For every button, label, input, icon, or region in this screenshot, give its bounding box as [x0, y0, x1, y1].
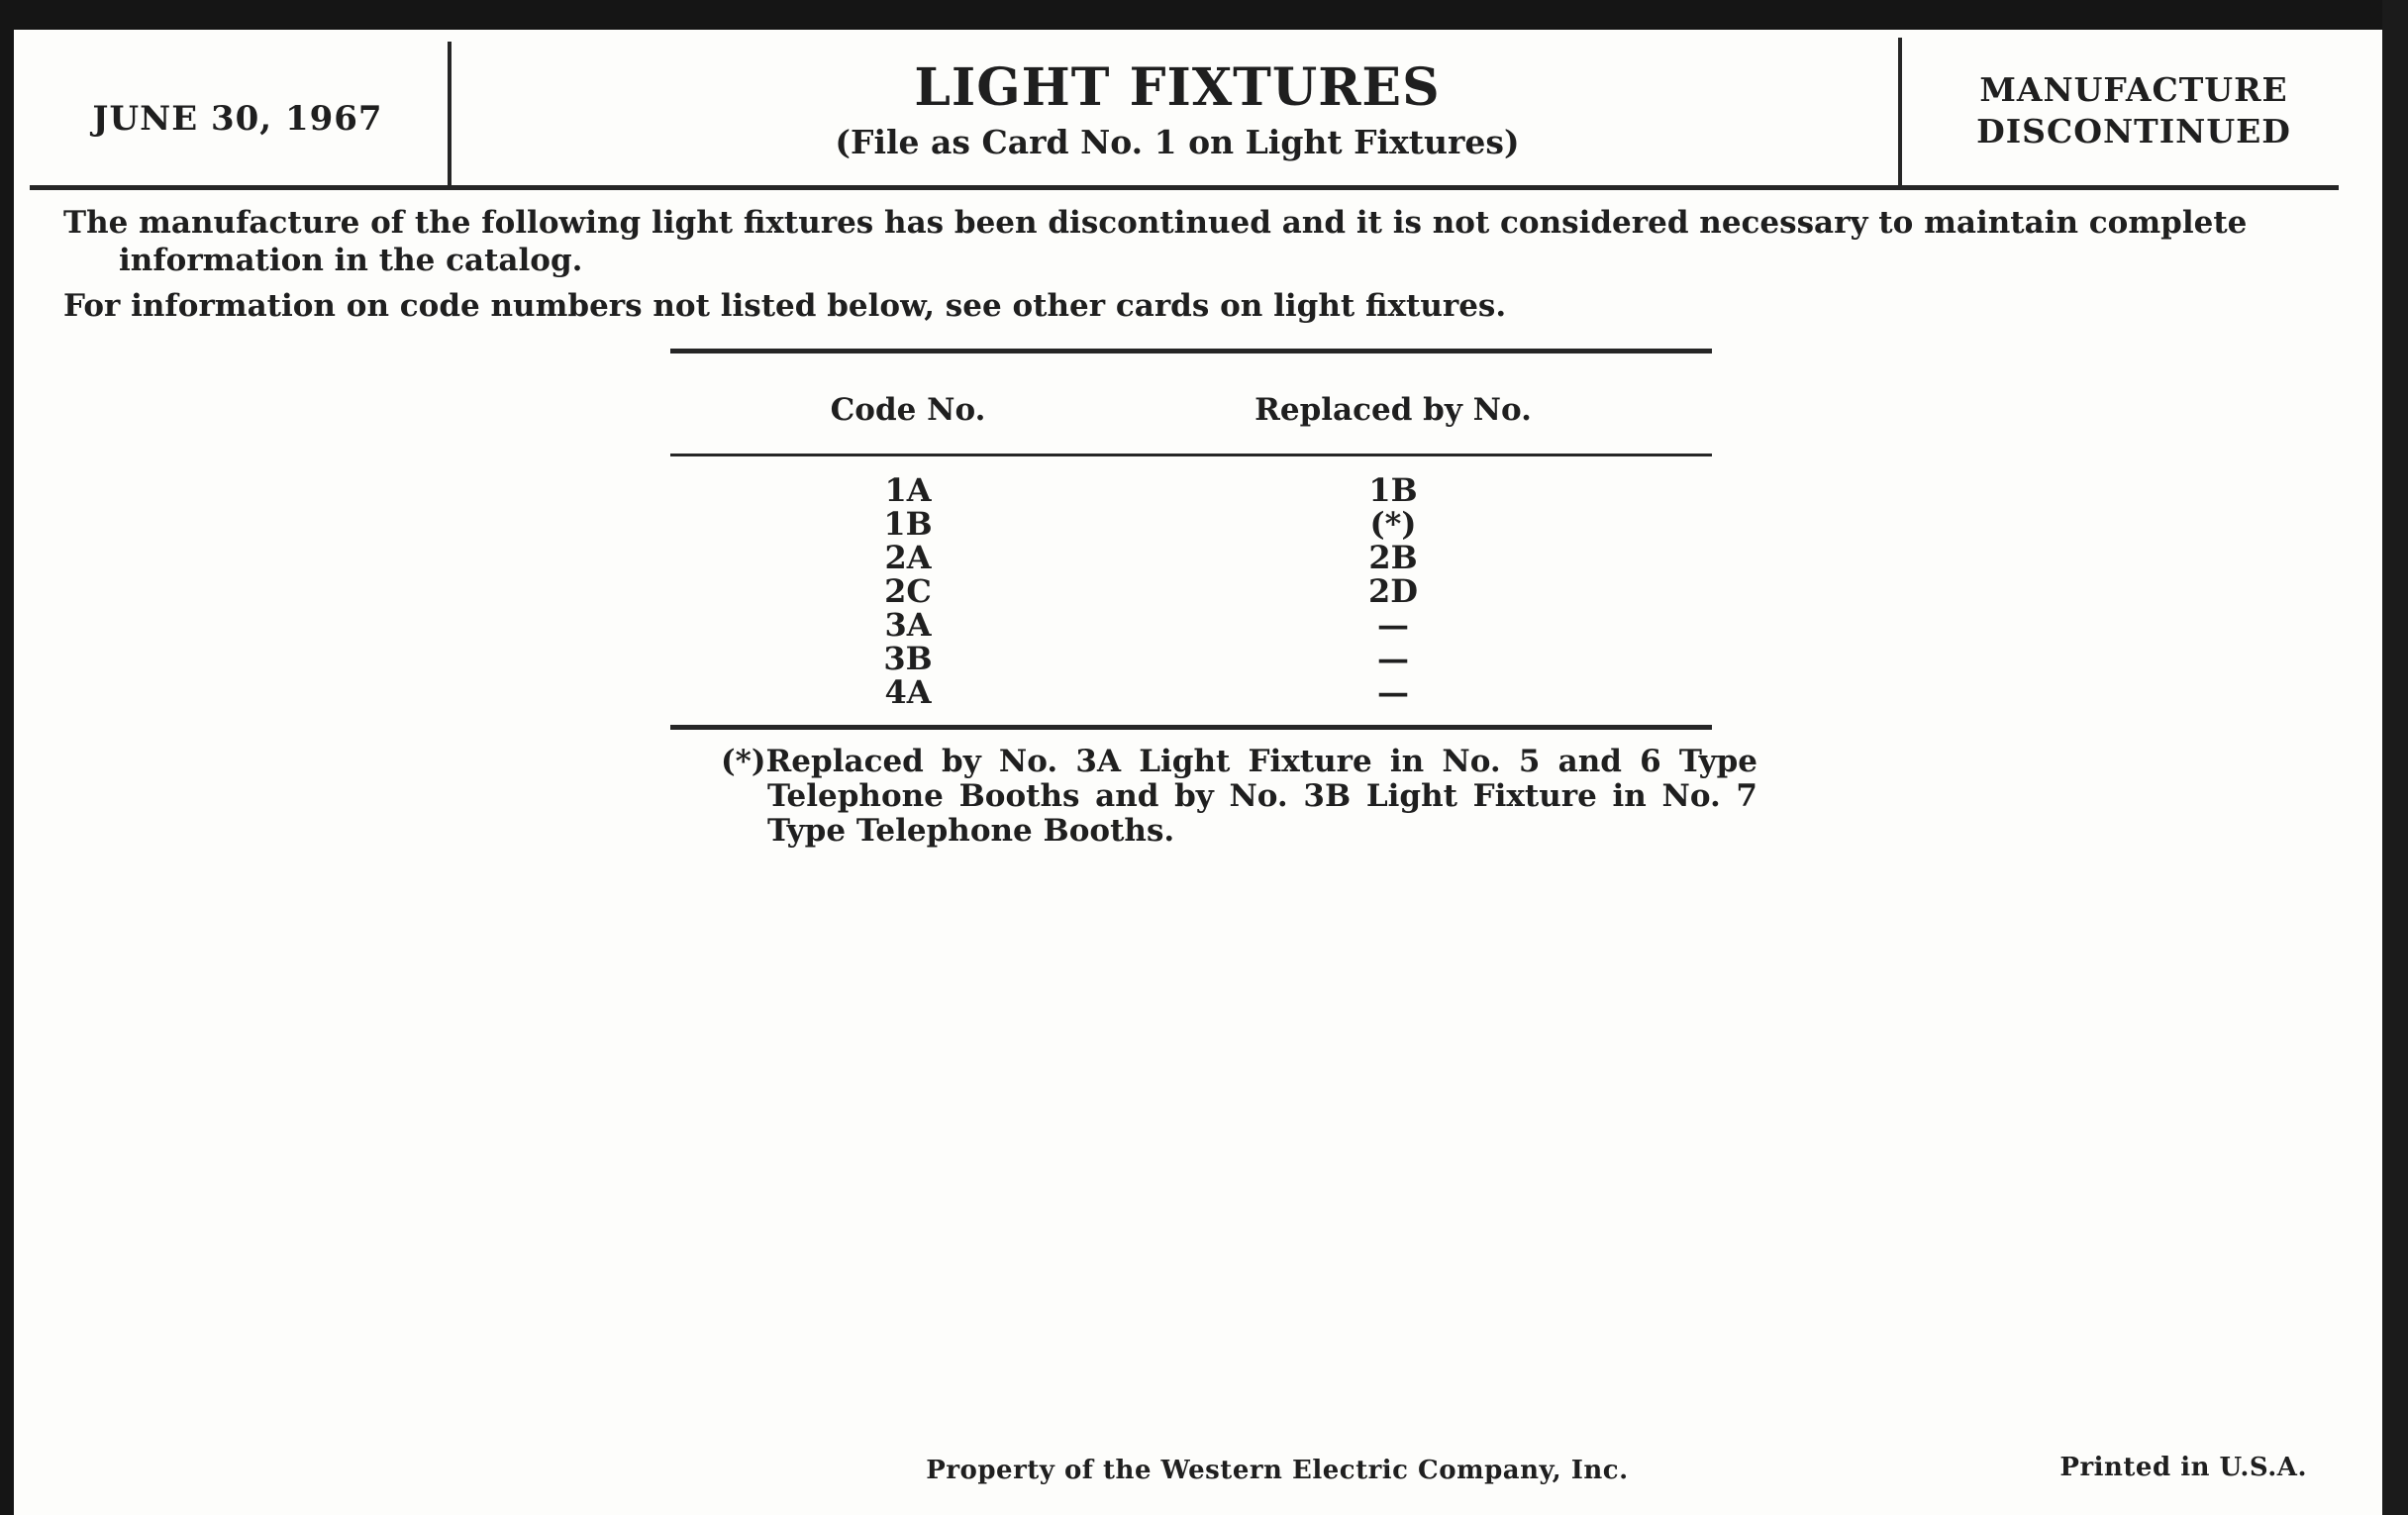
header-rule — [30, 185, 2339, 190]
replacement-cell: 2D — [1367, 572, 1418, 610]
column-header-code: Code No. — [830, 392, 986, 428]
scan-edge — [2382, 0, 2408, 1515]
table-row — [670, 541, 1712, 574]
column-header-replaced: Replaced by No. — [1254, 392, 1532, 428]
table-row — [670, 608, 1712, 642]
code-cell: 2A — [884, 539, 932, 576]
reference-paragraph: For information on code numbers not listed below, see other cards on light fixtures. — [63, 288, 1507, 324]
table-row — [670, 574, 1712, 608]
table-row — [670, 675, 1712, 709]
table-top-rule — [670, 349, 1712, 354]
table-row — [670, 473, 1712, 507]
code-cell: 3B — [883, 640, 933, 677]
table-footnote: (*)Replaced by No. 3A Light Fixture in No. 5 and 6 Type Telephone Booths and by No. 3B Light Fixture in No. 7 Type Telephone Booths. — [721, 744, 1757, 849]
intro-paragraph: The manufacture of the following light fixtures has been discontinued and it is not considered necessary to maintain complete information in the catalog. — [63, 205, 2248, 278]
property-notice: Property of the Western Electric Company, Inc. — [926, 1456, 1629, 1485]
replacement-cell: 2B — [1368, 539, 1418, 576]
status-line-1: MANUFACTURE — [1979, 70, 2288, 109]
status-line-2: DISCONTINUED — [1976, 112, 2291, 151]
code-cell: 1A — [884, 471, 932, 509]
table-body — [670, 473, 1712, 709]
replacement-cell: (*) — [1369, 505, 1417, 543]
table-row — [670, 507, 1712, 541]
table-bottom-rule — [670, 725, 1712, 730]
replacement-cell: — — [1377, 640, 1409, 677]
replacement-cell: 1B — [1368, 471, 1418, 509]
code-cell: 3A — [884, 606, 932, 644]
status-label — [1906, 69, 2361, 152]
card-title: LIGHT FIXTURES — [914, 57, 1441, 118]
replacement-cell: — — [1377, 673, 1409, 711]
code-cell: 1B — [883, 505, 933, 543]
printed-notice: Printed in U.S.A. — [2059, 1453, 2307, 1482]
code-cell: 4A — [884, 673, 932, 711]
table-row — [670, 642, 1712, 675]
header-divider-left — [448, 42, 452, 188]
card-date: JUNE 30, 1967 — [92, 99, 383, 139]
code-cell: 2C — [884, 572, 932, 610]
table-header-rule — [670, 454, 1712, 456]
card-subtitle: (File as Card No. 1 on Light Fixtures) — [835, 123, 1520, 161]
replacement-cell: — — [1377, 606, 1409, 644]
